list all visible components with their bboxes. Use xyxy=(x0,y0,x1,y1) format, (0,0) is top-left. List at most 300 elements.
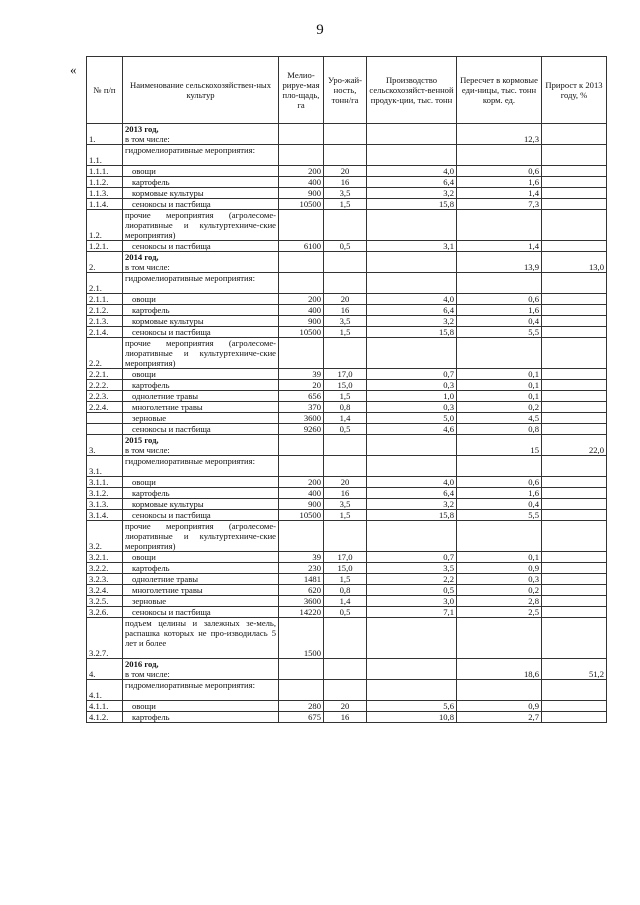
table-row xyxy=(87,391,607,402)
header-area: Мелио-рируе-мая пло-щадь, га xyxy=(279,57,324,124)
row-feed-units: 15 xyxy=(457,435,542,456)
row-growth xyxy=(542,316,607,327)
row-growth xyxy=(542,338,607,369)
header-yield: Уро-жай-ность, тонн/га xyxy=(324,57,367,124)
row-yield: 0,5 xyxy=(324,241,367,252)
row-production: 0,7 xyxy=(367,552,457,563)
row-area: 10500 xyxy=(279,199,324,210)
row-number: 4.1. xyxy=(87,680,123,701)
row-feed-units: 2,7 xyxy=(457,712,542,723)
table-row xyxy=(87,305,607,316)
row-name: овощи xyxy=(123,477,279,488)
row-feed-units: 0,4 xyxy=(457,316,542,327)
row-yield: 1,5 xyxy=(324,574,367,585)
row-number: 2.1. xyxy=(87,273,123,294)
row-feed-units xyxy=(457,456,542,477)
row-feed-units xyxy=(457,618,542,659)
row-number xyxy=(87,424,123,435)
row-name: сенокосы и пастбища xyxy=(123,199,279,210)
table-row xyxy=(87,273,607,294)
row-name: гидромелиоративные мероприятия: xyxy=(123,145,279,166)
year-subtitle: в том числе: xyxy=(125,134,170,144)
table-row xyxy=(87,241,607,252)
row-area: 3600 xyxy=(279,596,324,607)
year-title: 2015 год, xyxy=(125,435,159,445)
row-feed-units: 0,6 xyxy=(457,294,542,305)
table-row xyxy=(87,585,607,596)
row-area: 900 xyxy=(279,188,324,199)
row-feed-units: 0,6 xyxy=(457,166,542,177)
row-area xyxy=(279,435,324,456)
row-name: зерновые xyxy=(123,596,279,607)
year-subtitle: в том числе: xyxy=(125,445,170,455)
table-row xyxy=(87,596,607,607)
header-feed-units: Пересчет в кормовые еди-ницы, тыс. тонн корм. ед. xyxy=(457,57,542,124)
row-production: 4,0 xyxy=(367,294,457,305)
row-growth xyxy=(542,305,607,316)
row-yield: 1,4 xyxy=(324,413,367,424)
row-feed-units xyxy=(457,680,542,701)
header-growth: Прирост к 2013 году, % xyxy=(542,57,607,124)
row-yield: 17,0 xyxy=(324,369,367,380)
row-name xyxy=(123,659,279,680)
row-growth xyxy=(542,618,607,659)
row-number: 3.1.1. xyxy=(87,477,123,488)
table-row xyxy=(87,521,607,552)
row-name: однолетние травы xyxy=(123,574,279,585)
row-production: 1,0 xyxy=(367,391,457,402)
row-number: 2.1.2. xyxy=(87,305,123,316)
row-production: 15,8 xyxy=(367,327,457,338)
row-area xyxy=(279,456,324,477)
row-yield: 1,4 xyxy=(324,596,367,607)
row-yield: 3,5 xyxy=(324,499,367,510)
row-area: 675 xyxy=(279,712,324,723)
row-area: 900 xyxy=(279,499,324,510)
row-feed-units: 1,6 xyxy=(457,305,542,316)
row-production: 2,2 xyxy=(367,574,457,585)
row-production: 4,6 xyxy=(367,424,457,435)
row-yield: 15,0 xyxy=(324,380,367,391)
row-name: картофель xyxy=(123,177,279,188)
row-feed-units: 0,9 xyxy=(457,563,542,574)
row-yield: 20 xyxy=(324,294,367,305)
opening-quote: « xyxy=(70,62,77,77)
row-area xyxy=(279,338,324,369)
row-area: 280 xyxy=(279,701,324,712)
row-growth: 13,0 xyxy=(542,252,607,273)
row-name: прочие мероприятия (агролесоме-лиоративные и культуртехниче-ские мероприятия) xyxy=(123,521,279,552)
row-feed-units: 1,6 xyxy=(457,488,542,499)
row-production: 0,3 xyxy=(367,402,457,413)
row-name: картофель xyxy=(123,305,279,316)
row-area: 9260 xyxy=(279,424,324,435)
row-growth xyxy=(542,456,607,477)
row-name: сенокосы и пастбища xyxy=(123,607,279,618)
row-growth: 51,2 xyxy=(542,659,607,680)
row-area: 230 xyxy=(279,563,324,574)
row-feed-units: 13,9 xyxy=(457,252,542,273)
row-number: 3.2.4. xyxy=(87,585,123,596)
row-feed-units: 0,1 xyxy=(457,369,542,380)
row-production xyxy=(367,338,457,369)
row-name: прочие мероприятия (агролесоме-лиоративные и культуртехниче-ские мероприятия) xyxy=(123,338,279,369)
row-number: 2.2.1. xyxy=(87,369,123,380)
row-feed-units: 0,3 xyxy=(457,574,542,585)
row-yield xyxy=(324,145,367,166)
row-name: кормовые культуры xyxy=(123,499,279,510)
table-row xyxy=(87,701,607,712)
row-area: 900 xyxy=(279,316,324,327)
row-production: 4,0 xyxy=(367,166,457,177)
row-feed-units xyxy=(457,210,542,241)
table-row xyxy=(87,552,607,563)
row-number: 1. xyxy=(87,124,123,145)
row-yield xyxy=(324,659,367,680)
row-growth xyxy=(542,294,607,305)
row-feed-units: 0,2 xyxy=(457,402,542,413)
row-feed-units xyxy=(457,273,542,294)
row-area: 39 xyxy=(279,552,324,563)
row-area: 400 xyxy=(279,305,324,316)
row-feed-units: 12,3 xyxy=(457,124,542,145)
row-yield xyxy=(324,680,367,701)
row-growth xyxy=(542,585,607,596)
row-feed-units: 4,5 xyxy=(457,413,542,424)
row-feed-units: 1,6 xyxy=(457,177,542,188)
row-growth xyxy=(542,701,607,712)
row-feed-units: 5,5 xyxy=(457,327,542,338)
row-yield: 0,8 xyxy=(324,402,367,413)
header-production: Производство сельскохозяйст-венной продук-ции, тыс. тонн xyxy=(367,57,457,124)
row-feed-units xyxy=(457,145,542,166)
row-production: 10,8 xyxy=(367,712,457,723)
row-feed-units: 0,1 xyxy=(457,391,542,402)
row-number: 3.1. xyxy=(87,456,123,477)
row-name: многолетние травы xyxy=(123,402,279,413)
row-name: картофель xyxy=(123,380,279,391)
table-row xyxy=(87,402,607,413)
row-growth: 22,0 xyxy=(542,435,607,456)
row-production: 0,3 xyxy=(367,380,457,391)
row-area: 400 xyxy=(279,177,324,188)
table-row xyxy=(87,680,607,701)
row-area xyxy=(279,659,324,680)
row-name: кормовые культуры xyxy=(123,316,279,327)
row-name: однолетние травы xyxy=(123,391,279,402)
row-name: кормовые культуры xyxy=(123,188,279,199)
row-area xyxy=(279,145,324,166)
row-growth xyxy=(542,188,607,199)
row-feed-units: 2,5 xyxy=(457,607,542,618)
crop-production-table xyxy=(86,56,607,723)
row-growth xyxy=(542,563,607,574)
row-growth xyxy=(542,380,607,391)
row-yield: 1,5 xyxy=(324,327,367,338)
table-row xyxy=(87,499,607,510)
table-row xyxy=(87,477,607,488)
row-growth xyxy=(542,552,607,563)
row-area: 200 xyxy=(279,477,324,488)
row-number: 1.1.2. xyxy=(87,177,123,188)
row-production: 4,0 xyxy=(367,477,457,488)
row-number: 2.2.4. xyxy=(87,402,123,413)
table-row xyxy=(87,607,607,618)
row-name: сенокосы и пастбища xyxy=(123,424,279,435)
row-number: 1.2. xyxy=(87,210,123,241)
row-yield: 16 xyxy=(324,305,367,316)
row-yield: 15,0 xyxy=(324,563,367,574)
row-area xyxy=(279,521,324,552)
table-row xyxy=(87,124,607,145)
row-production: 3,0 xyxy=(367,596,457,607)
row-feed-units: 1,4 xyxy=(457,241,542,252)
row-name xyxy=(123,252,279,273)
row-name: гидромелиоративные мероприятия: xyxy=(123,273,279,294)
row-growth xyxy=(542,177,607,188)
row-number: 3.1.2. xyxy=(87,488,123,499)
table-header-row xyxy=(87,57,607,124)
row-number: 4.1.1. xyxy=(87,701,123,712)
row-production: 0,5 xyxy=(367,585,457,596)
table-row xyxy=(87,510,607,521)
row-production xyxy=(367,521,457,552)
table-body xyxy=(87,124,607,723)
row-name: зерновые xyxy=(123,413,279,424)
row-number: 3.2.1. xyxy=(87,552,123,563)
row-number: 2.1.4. xyxy=(87,327,123,338)
row-area: 400 xyxy=(279,488,324,499)
row-area: 3600 xyxy=(279,413,324,424)
row-feed-units: 2,8 xyxy=(457,596,542,607)
row-name: овощи xyxy=(123,369,279,380)
row-number: 3.2.5. xyxy=(87,596,123,607)
row-number: 1.1.3. xyxy=(87,188,123,199)
row-production: 15,8 xyxy=(367,199,457,210)
row-name: многолетние травы xyxy=(123,585,279,596)
row-name: гидромелиоративные мероприятия: xyxy=(123,680,279,701)
row-growth xyxy=(542,199,607,210)
row-yield xyxy=(324,618,367,659)
row-yield: 0,8 xyxy=(324,585,367,596)
row-name: картофель xyxy=(123,712,279,723)
row-growth xyxy=(542,402,607,413)
row-number: 2. xyxy=(87,252,123,273)
row-yield: 0,5 xyxy=(324,424,367,435)
row-growth xyxy=(542,680,607,701)
row-production: 3,2 xyxy=(367,188,457,199)
row-name: овощи xyxy=(123,552,279,563)
row-production: 6,4 xyxy=(367,488,457,499)
row-yield: 16 xyxy=(324,177,367,188)
row-production xyxy=(367,618,457,659)
table-row xyxy=(87,210,607,241)
row-production xyxy=(367,252,457,273)
table-row xyxy=(87,327,607,338)
row-growth xyxy=(542,145,607,166)
row-number: 3.2.6. xyxy=(87,607,123,618)
row-area xyxy=(279,252,324,273)
row-number: 3.1.4. xyxy=(87,510,123,521)
row-area: 14220 xyxy=(279,607,324,618)
row-area xyxy=(279,273,324,294)
row-name: сенокосы и пастбища xyxy=(123,241,279,252)
row-feed-units: 0,6 xyxy=(457,477,542,488)
row-number xyxy=(87,413,123,424)
table-row xyxy=(87,252,607,273)
row-yield xyxy=(324,273,367,294)
row-feed-units: 0,1 xyxy=(457,552,542,563)
header-number: № п/п xyxy=(87,57,123,124)
row-growth xyxy=(542,327,607,338)
row-name: подъем целины и залежных зе-мель, распашка которых не про-изводилась 5 лет и более xyxy=(123,618,279,659)
row-production: 0,7 xyxy=(367,369,457,380)
year-title: 2014 год, xyxy=(125,252,159,262)
row-area: 1500 xyxy=(279,618,324,659)
row-area: 10500 xyxy=(279,510,324,521)
row-growth xyxy=(542,477,607,488)
table-row xyxy=(87,424,607,435)
row-name xyxy=(123,435,279,456)
table-row xyxy=(87,488,607,499)
row-number: 1.1. xyxy=(87,145,123,166)
table-row xyxy=(87,166,607,177)
row-yield: 3,5 xyxy=(324,188,367,199)
row-area xyxy=(279,124,324,145)
table-row xyxy=(87,369,607,380)
table-row xyxy=(87,338,607,369)
table-row xyxy=(87,618,607,659)
row-feed-units: 18,6 xyxy=(457,659,542,680)
row-name: картофель xyxy=(123,488,279,499)
row-number: 3.2.3. xyxy=(87,574,123,585)
row-production xyxy=(367,680,457,701)
row-production: 3,5 xyxy=(367,563,457,574)
row-production: 15,8 xyxy=(367,510,457,521)
row-feed-units xyxy=(457,338,542,369)
row-feed-units: 0,9 xyxy=(457,701,542,712)
row-production xyxy=(367,435,457,456)
row-number: 2.2.2. xyxy=(87,380,123,391)
row-number: 3.2. xyxy=(87,521,123,552)
row-feed-units: 5,5 xyxy=(457,510,542,521)
row-area: 6100 xyxy=(279,241,324,252)
row-yield xyxy=(324,435,367,456)
row-area: 370 xyxy=(279,402,324,413)
row-feed-units: 0,1 xyxy=(457,380,542,391)
row-name: овощи xyxy=(123,701,279,712)
row-feed-units: 1,4 xyxy=(457,188,542,199)
table-row xyxy=(87,563,607,574)
row-yield xyxy=(324,521,367,552)
row-growth xyxy=(542,488,607,499)
row-growth xyxy=(542,607,607,618)
row-growth xyxy=(542,241,607,252)
row-yield xyxy=(324,456,367,477)
year-subtitle: в том числе: xyxy=(125,262,170,272)
row-production: 3,1 xyxy=(367,241,457,252)
row-growth xyxy=(542,596,607,607)
row-yield xyxy=(324,210,367,241)
row-number: 3.1.3. xyxy=(87,499,123,510)
row-yield xyxy=(324,252,367,273)
row-number: 3.2.2. xyxy=(87,563,123,574)
row-production: 3,2 xyxy=(367,316,457,327)
row-production xyxy=(367,659,457,680)
row-number: 1.1.4. xyxy=(87,199,123,210)
row-production xyxy=(367,145,457,166)
row-name: сенокосы и пастбища xyxy=(123,327,279,338)
row-production xyxy=(367,124,457,145)
row-yield: 0,5 xyxy=(324,607,367,618)
row-yield: 1,5 xyxy=(324,199,367,210)
table-row xyxy=(87,413,607,424)
row-name: сенокосы и пастбища xyxy=(123,510,279,521)
page-number: 9 xyxy=(316,22,324,38)
table-row xyxy=(87,316,607,327)
row-number: 4. xyxy=(87,659,123,680)
table-row xyxy=(87,456,607,477)
row-production xyxy=(367,210,457,241)
row-number: 1.2.1. xyxy=(87,241,123,252)
row-production: 7,1 xyxy=(367,607,457,618)
table-row xyxy=(87,177,607,188)
row-area: 620 xyxy=(279,585,324,596)
row-growth xyxy=(542,166,607,177)
row-yield xyxy=(324,338,367,369)
row-name: картофель xyxy=(123,563,279,574)
row-yield: 20 xyxy=(324,701,367,712)
row-growth xyxy=(542,369,607,380)
table-row xyxy=(87,294,607,305)
row-name: овощи xyxy=(123,294,279,305)
row-production: 3,2 xyxy=(367,499,457,510)
row-area: 200 xyxy=(279,294,324,305)
table-row xyxy=(87,712,607,723)
row-number: 3.2.7. xyxy=(87,618,123,659)
year-title: 2016 год, xyxy=(125,659,159,669)
row-feed-units: 0,8 xyxy=(457,424,542,435)
row-feed-units: 0,4 xyxy=(457,499,542,510)
row-area: 656 xyxy=(279,391,324,402)
row-production: 5,6 xyxy=(367,701,457,712)
row-area: 200 xyxy=(279,166,324,177)
table-row xyxy=(87,380,607,391)
row-yield xyxy=(324,124,367,145)
table-row xyxy=(87,145,607,166)
row-name: гидромелиоративные мероприятия: xyxy=(123,456,279,477)
row-area: 39 xyxy=(279,369,324,380)
table-row xyxy=(87,199,607,210)
row-area xyxy=(279,210,324,241)
row-growth xyxy=(542,391,607,402)
row-area: 1481 xyxy=(279,574,324,585)
row-number: 2.2.3. xyxy=(87,391,123,402)
row-growth xyxy=(542,499,607,510)
row-number: 1.1.1. xyxy=(87,166,123,177)
row-growth xyxy=(542,574,607,585)
row-production: 5,0 xyxy=(367,413,457,424)
header-crop-name: Наименование сельскохозяйствен-ных культур xyxy=(123,57,279,124)
row-area: 20 xyxy=(279,380,324,391)
row-growth xyxy=(542,521,607,552)
row-yield: 1,5 xyxy=(324,510,367,521)
row-feed-units: 0,2 xyxy=(457,585,542,596)
row-yield: 20 xyxy=(324,477,367,488)
row-yield: 20 xyxy=(324,166,367,177)
year-title: 2013 год, xyxy=(125,124,159,134)
row-number: 2.1.3. xyxy=(87,316,123,327)
